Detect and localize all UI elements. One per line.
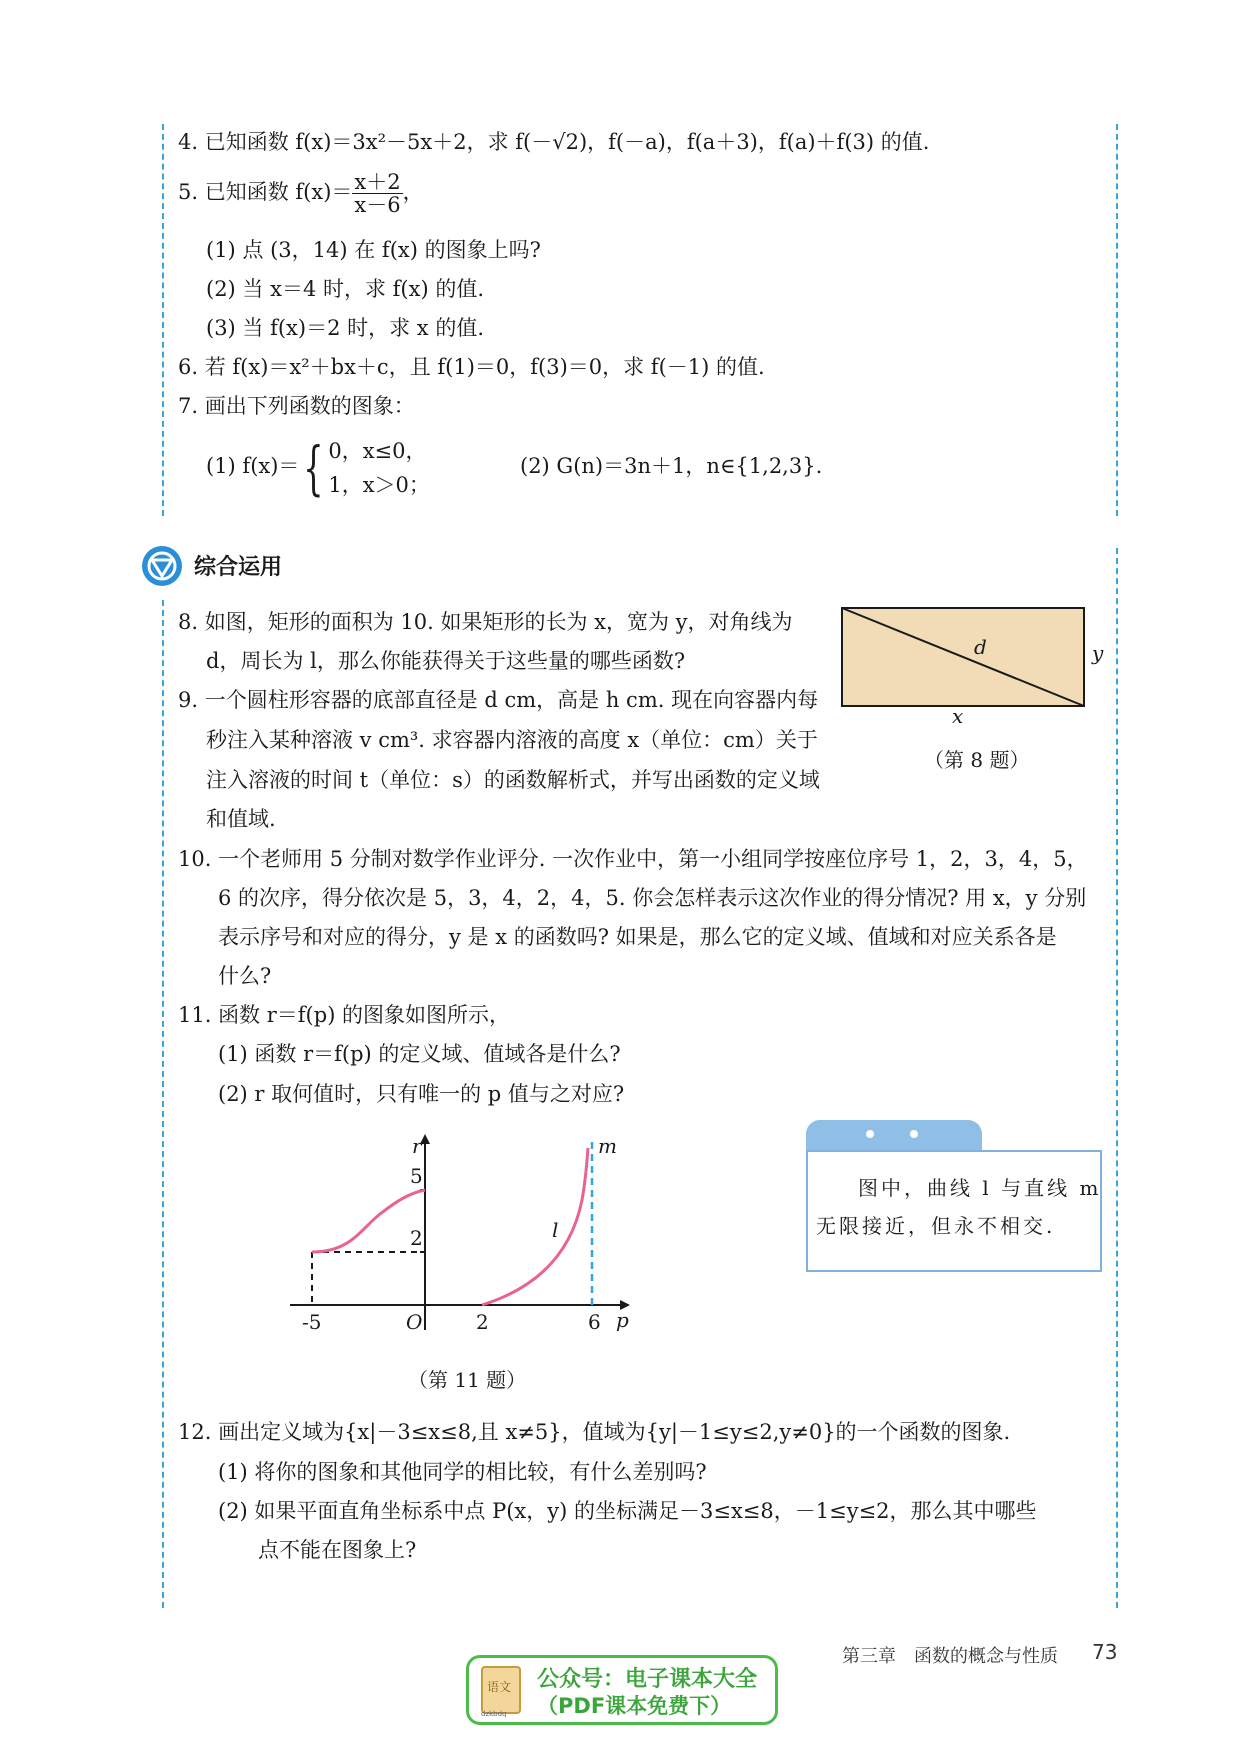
problem-12-line-4: 点不能在图象上? — [258, 1538, 417, 1562]
problem-5-sub-2: (2) 当 x＝4 时，求 f(x) 的值. — [206, 277, 485, 301]
figure-8-rectangle — [840, 604, 1120, 734]
graph-label-l: l — [552, 1218, 559, 1242]
problem-5-tail: ， — [402, 180, 424, 204]
problem-11-line-2: (1) 函数 r＝f(p) 的定义域、值域各是什么? — [218, 1042, 621, 1066]
left-dashed-border-top — [162, 124, 164, 516]
left-dashed-border-bottom — [162, 600, 164, 1608]
book-icon-text: 语文 — [487, 1680, 512, 1694]
graph-origin: O — [406, 1310, 423, 1334]
problem-4: 4. 已知函数 f(x)＝3x²－5x＋2，求 f(－√2)，f(－a)，f(a＋3)，f(a)＋f(3) 的值. — [178, 130, 930, 154]
page-number: 73 — [1092, 1640, 1118, 1664]
problem-12-line-3: (2) 如果平面直角坐标系中点 P(x，y) 的坐标满足－3≤x≤8，－1≤y≤2，那么其中哪些 — [218, 1499, 1037, 1523]
book-icon — [481, 1666, 521, 1714]
figure-8-label-d: d — [974, 635, 987, 659]
figure-8-label-y: y — [1092, 641, 1104, 665]
section-title: 综合运用 — [194, 555, 283, 580]
problem-10-line-1: 10. 一个老师用 5 分制对数学作业评分. 一次作业中，第一小组同学按座位序号 1，2，3，4，5， — [178, 847, 1088, 871]
problem-5-sub-3: (3) 当 f(x)＝2 时，求 x 的值. — [206, 316, 485, 340]
tip-tab-dot-left — [866, 1130, 874, 1138]
problem-10-line-3: 表示序号和对应的得分，y 是 x 的函数吗? 如果是，那么它的定义域、值域和对应关系各是 — [218, 925, 1057, 949]
figure-11-graph — [280, 1130, 640, 1340]
problem-10-line-4: 什么? — [218, 964, 272, 988]
fraction-numerator: x＋2 — [354, 170, 401, 194]
problem-9-line-1: 9. 一个圆柱形容器的底部直径是 d cm，高是 h cm. 现在向容器内每 — [178, 688, 819, 712]
problem-5-lead: 5. 已知函数 f(x)＝ — [178, 180, 353, 204]
graph-tick-y-5: 5 — [410, 1164, 423, 1188]
figure-8-label-x: x — [952, 704, 964, 728]
problem-7-sub-1-lead: (1) f(x)＝ — [206, 454, 300, 478]
problem-10-line-2: 6 的次序，得分依次是 5，3，4，2，4，5. 你会怎样表示这次作业的得分情况? 用 x，y 分别 — [218, 886, 1087, 910]
problem-9-line-2: 秒注入某种溶液 v cm³. 求容器内溶液的高度 x（单位：cm）关于 — [206, 728, 818, 752]
case-1: 0，x≤0， — [328, 438, 427, 463]
curve-l — [482, 1148, 588, 1305]
figure-8-caption: （第 8 题） — [924, 748, 1030, 772]
graph-label-m: m — [598, 1134, 617, 1158]
figure-11-caption: （第 11 题） — [408, 1368, 527, 1392]
problem-12-line-2: (1) 将你的图象和其他同学的相比较，有什么差别吗? — [218, 1460, 707, 1484]
fraction-denominator: x－6 — [354, 193, 401, 217]
problem-5-fraction — [352, 171, 402, 216]
graph-label-p: p — [616, 1308, 629, 1332]
curve-left-segment — [312, 1190, 425, 1252]
piecewise-cases — [328, 434, 430, 502]
chapter-footer: 第三章 函数的概念与性质 — [842, 1646, 1058, 1667]
badge-line-2: （PDF课本免费下） — [537, 1694, 732, 1718]
graph-tick-x-minus5: -5 — [302, 1310, 322, 1334]
tip-line-2: 无限接近，但永不相交. — [816, 1214, 1056, 1238]
left-brace-glyph: { — [303, 433, 325, 502]
problem-7-sub-1 — [206, 432, 430, 502]
problem-9-line-4: 和值域. — [206, 807, 276, 831]
graph-label-r: r — [412, 1134, 422, 1158]
problem-12-line-1: 12. 画出定义域为{x|－3≤x≤8,且 x≠5}，值域为{y|－1≤y≤2,y≠0}的一个函数的图象. — [178, 1420, 1011, 1444]
problem-5 — [178, 168, 424, 216]
problem-8-line-1: 8. 如图，矩形的面积为 10. 如果矩形的长为 x，宽为 y，对角线为 — [178, 610, 793, 634]
problem-6: 6. 若 f(x)＝x²＋bx＋c，且 f(1)＝0，f(3)＝0，求 f(－1) 的值. — [178, 355, 765, 379]
problem-5-sub-1: (1) 点 (3，14) 在 f(x) 的图象上吗? — [206, 238, 541, 262]
problem-9-line-3: 注入溶液的时间 t（单位：s）的函数解析式，并写出函数的定义域 — [206, 768, 820, 792]
problem-11-line-3: (2) r 取何值时，只有唯一的 p 值与之对应? — [218, 1082, 625, 1106]
wechat-badge — [466, 1655, 778, 1725]
tip-box-tab — [806, 1120, 982, 1152]
tip-tab-dot-right — [910, 1130, 918, 1138]
problem-7: 7. 画出下列函数的图象： — [178, 394, 415, 418]
problem-11-line-1: 11. 函数 r＝f(p) 的图象如图所示， — [178, 1003, 511, 1027]
book-icon-sub: dzkbdq — [481, 1710, 507, 1718]
graph-tick-x-2: 2 — [476, 1310, 489, 1334]
problem-7-sub-2: (2) G(n)＝3n＋1，n∈{1,2,3}. — [520, 454, 823, 478]
right-dashed-border-top — [1116, 124, 1118, 516]
graph-tick-x-6: 6 — [588, 1310, 601, 1334]
badge-line-1: 公众号：电子课本大全 — [537, 1667, 758, 1692]
case-2: 1，x＞0； — [328, 472, 430, 497]
graph-tick-y-2: 2 — [410, 1226, 423, 1250]
tip-line-1: 图中，曲线 l 与直线 m — [858, 1176, 1102, 1200]
problem-8-line-2: d，周长为 l，那么你能获得关于这些量的哪些函数? — [206, 649, 686, 673]
section-icon — [140, 544, 184, 588]
